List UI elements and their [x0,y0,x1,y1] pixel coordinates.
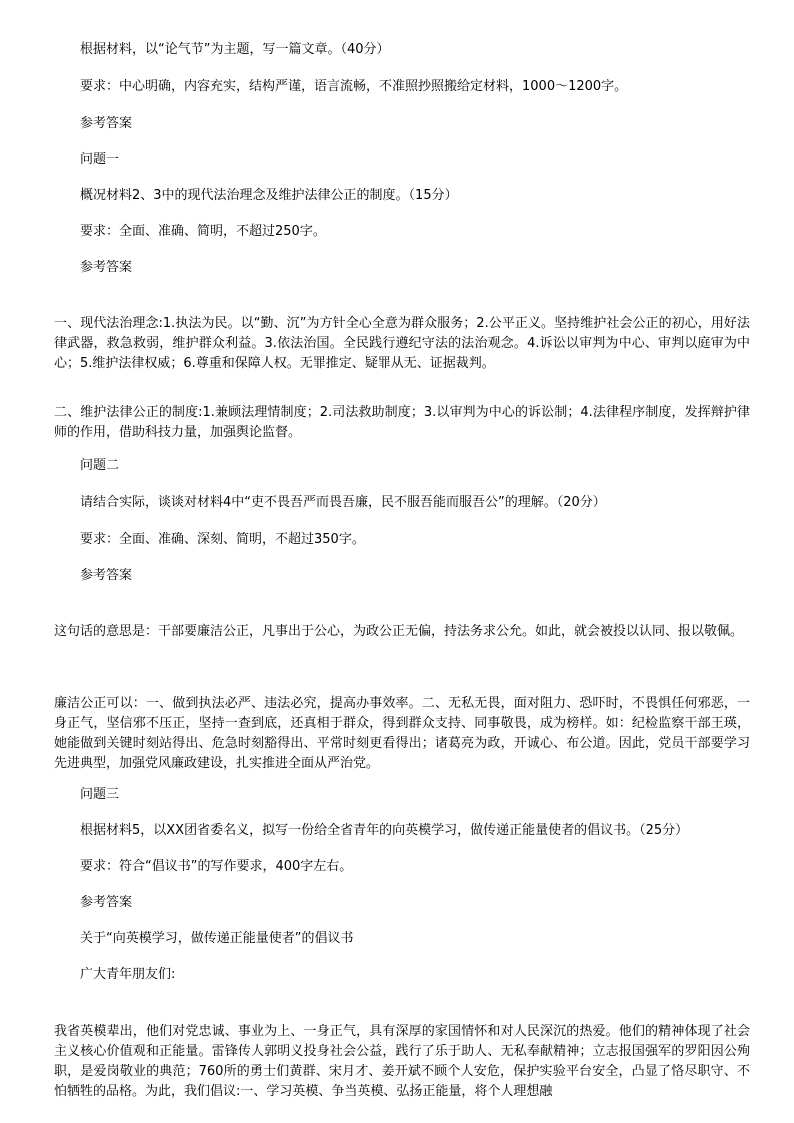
paragraph-essay-requirement: 要求：中心明确，内容充实，结构严谨，语言流畅，不准照抄照搬给定材料，1000～1200字。 [80,79,628,94]
reference-answer-heading: 参考答案 [80,116,133,131]
answer-paragraph-integrity: 廉洁公正可以：一、做到执法必严、违法必究，提高办事效率。二、无私无畏，面对阻力、恐吓时，不畏惧任何邪恶，一身正气，坚信邪不压正，坚持一查到底，还真相于群众，得到群众支持、同事敬畏，成为榜样。如：纪检监察干部王瑛，她能做到关键时刻站得出、危急时刻豁得出、平常时刻更看得出；诸葛亮为政，开诚心、布公道。因此，党员干部要学习先进典型，加强党风廉政建设，扎实推进全面从严治党。 [54,696,750,771]
question-two-prompt: 请结合实际，谈谈对材料4中“吏不畏吾严而畏吾廉，民不服吾能而服吾公”的理解。（20分） [80,495,606,510]
proposal-salutation: 广大青年朋友们: [80,967,176,982]
question-three-requirement: 要求：符合“倡议书”的写作要求，400字左右。 [80,859,353,874]
question-two-heading: 问题二 [80,458,120,473]
answer-paragraph-legal-systems: 二、维护法律公正的制度:1.兼顾法理情制度；2.司法救助制度；3.以审判为中心的诉讼制；4.法律程序制度，发挥辩护律师的作用，借助科技力量，加强舆论监督。 [54,405,750,440]
question-three-prompt: 根据材料5，以XX团省委名义，拟写一份给全省青年的向英模学习，做传递正能量使者的倡议书。（25分） [80,823,689,838]
answer-paragraph-meaning: 这句话的意思是：干部要廉洁公正，凡事出于公心，为政公正无偏，持法务求公允。如此，就会被投以认同、报以敬佩。 [54,624,744,639]
question-one-requirement: 要求：全面、准确、简明，不超过250字。 [80,224,326,239]
question-three-heading: 问题三 [80,787,120,802]
answer-paragraph-legal-concepts: 一、现代法治理念:1.执法为民。以“勤、沉”为方针全心全意为群众服务；2.公平正义。坚持维护社会公正的初心，用好法律武器，救急救弱，维护群众利益。3.依法治国。全民践行遵纪守法的法治观念。4.诉讼以审判为中心、审判以庭审为中心；5.维护法律权威；6.尊重和保障人权。无罪推定、疑罪从无、证据裁判。 [54,316,750,371]
question-one-prompt: 概况材料2、3中的现代法治理念及维护法律公正的制度。（15分） [80,188,458,203]
reference-answer-heading: 参考答案 [80,895,133,910]
question-one-heading: 问题一 [80,152,120,167]
proposal-title: 关于“向英模学习，做传递正能量使者”的倡议书 [80,931,354,946]
question-two-requirement: 要求：全面、准确、深刻、简明，不超过350字。 [80,532,365,547]
reference-answer-heading: 参考答案 [80,568,133,583]
reference-answer-heading: 参考答案 [80,260,133,275]
paragraph-essay-task: 根据材料，以“论气节”为主题，写一篇文章。（40分） [80,42,390,57]
proposal-body-paragraph: 我省英模辈出，他们对党忠诚、事业为上、一身正气，具有深厚的家国情怀和对人民深沉的热爱。他们的精神体现了社会主义核心价值观和正能量。雷锋传人郭明义投身社会公益，践行了乐于助人、无私奉献精神；立志报国强军的罗阳因公殉职，是爱岗敬业的典范；760所的勇士们黄群、宋月才、姜开斌不顾个人安危，保护实验平台安全，凸显了恪尽职守、不怕牺牲的品格。为此，我们倡议:一、学习英模、争当英模、弘扬正能量，将个人理想融 [54,1024,750,1099]
